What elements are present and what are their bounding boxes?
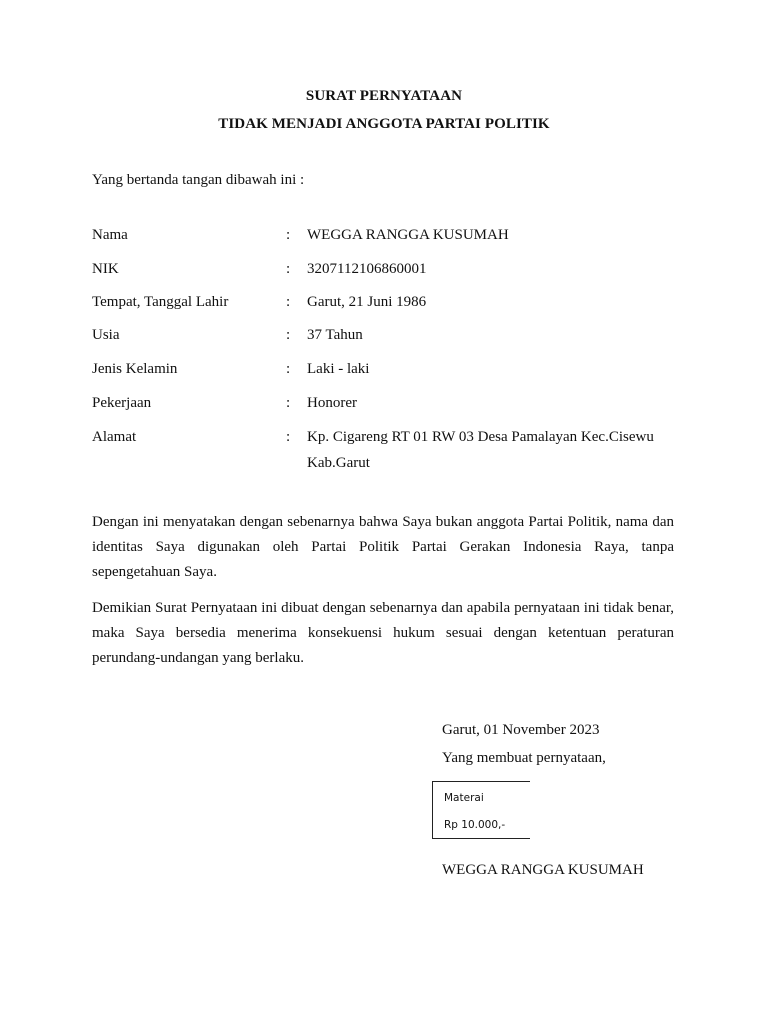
field-colon: : (286, 429, 291, 445)
document-subtitle: TIDAK MENJADI ANGGOTA PARTAI POLITIK (218, 116, 550, 132)
field-value: Garut, 21 Juni 1986 (307, 294, 427, 310)
field-colon: : (286, 261, 291, 277)
field-label: Tempat, Tanggal Lahir (92, 294, 229, 310)
field-value: 3207112106860001 (307, 261, 427, 277)
field-colon: : (286, 294, 291, 310)
field-colon: : (286, 395, 291, 411)
field-colon: : (286, 227, 291, 243)
signature-role: Yang membuat pernyataan, (442, 750, 606, 766)
stamp-label: Materai (444, 792, 484, 804)
signature-place-date: Garut, 01 November 2023 (442, 722, 600, 738)
field-value: 37 Tahun (307, 327, 363, 343)
intro-text: Yang bertanda tangan dibawah ini : (92, 172, 305, 188)
field-label: Alamat (92, 429, 137, 445)
field-label: NIK (92, 261, 119, 277)
field-label: Pekerjaan (92, 395, 152, 411)
address-line-1: Kp. Cigareng RT 01 RW 03 Desa Pamalayan Kec.Cisewu (307, 429, 654, 445)
field-colon: : (286, 361, 291, 377)
field-colon: : (286, 327, 291, 343)
statement-paragraph: Dengan ini menyatakan dengan sebenarnya bahwa Saya bukan anggota Partai Politik, nama dan identitas Saya digunakan oleh Partai Politik Partai Gerakan Indonesia Raya, tanpa sepengetahuan Saya. (92, 514, 674, 580)
address-line-2: Kab.Garut (307, 455, 370, 471)
field-value: WEGGA RANGGA KUSUMAH (307, 227, 509, 243)
field-label: Jenis Kelamin (92, 361, 178, 377)
stamp-amount: Rp 10.000,- (444, 819, 506, 831)
document-title: SURAT PERNYATAAN (305, 88, 463, 104)
field-label: Nama (92, 227, 128, 243)
field-value: Honorer (307, 395, 357, 411)
stamp-box (432, 781, 530, 839)
signatory-name: WEGGA RANGGA KUSUMAH (442, 862, 644, 878)
closing-paragraph: Demikian Surat Pernyataan ini dibuat dengan sebenarnya dan apabila pernyataan ini tidak benar, maka Saya bersedia menerima konsekuensi hukum sesuai dengan ketentuan peraturan perundang-undangan yang berlaku. (92, 600, 674, 666)
field-value: Laki - laki (307, 361, 370, 377)
field-value (307, 424, 677, 476)
field-label: Usia (92, 327, 120, 343)
